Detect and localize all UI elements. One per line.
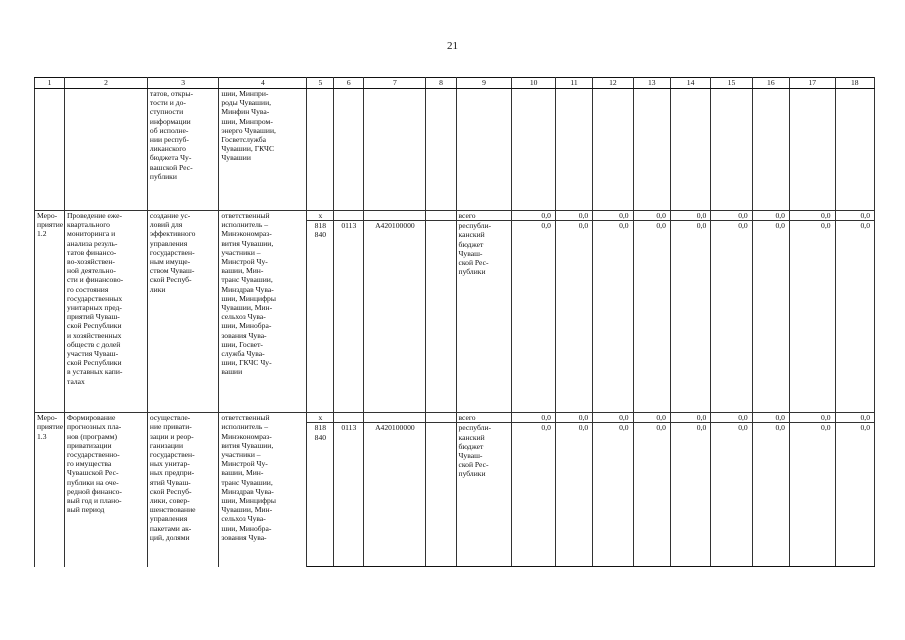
target-article-cell: А420100000	[364, 221, 426, 413]
value-cell: 0,0	[752, 423, 789, 567]
value-cell: 0,0	[670, 423, 710, 567]
value-cell: 0,0	[711, 423, 752, 567]
continuation-result-cell: татов, откры- тости и до- ступности информации об исполне- нии респуб- ликанского бюджета Чу- вашской Рес- публики	[147, 89, 218, 211]
code-cell: 818 840	[307, 423, 334, 567]
value-cell: 0,0	[633, 211, 670, 221]
measure-description: Проведение еже- квартального мониторинга и анализа резуль- татов финансо- во-хозяйствен- ной деятельно- сти и финансово- го состояния государственных унитарных пред- приятий Чуваш- ской Республики и хозяйственных обществ с долей участия Чуваш- ской Республики в уставных капи- талах	[65, 211, 148, 413]
value-cell: 0,0	[593, 221, 633, 413]
column-number-8: 8	[426, 78, 456, 89]
measure-label: Меро- приятие 1.3	[35, 413, 65, 567]
value-cell: 0,0	[711, 413, 752, 423]
value-cell: 0,0	[835, 221, 874, 413]
section-cell: 0113	[334, 221, 364, 413]
value-cell: 0,0	[789, 423, 835, 567]
value-cell: 0,0	[512, 211, 556, 221]
value-cell: 0,0	[633, 221, 670, 413]
program-table	[34, 77, 875, 567]
source-cell: республи- канский бюджет Чуваш- ской Рес- публики	[456, 423, 512, 567]
value-cell: 0,0	[711, 221, 752, 413]
code-cell: x	[307, 211, 334, 221]
measure-executors: ответственный исполнитель – Минэкономраз- вития Чувашии, участники – Минстрой Чу- вашии, Мин- транс Чувашии, Минздрав Чува- шии, Минцифры Чувашии, Мин- сельхоз Чува- шии, Минобра- зования Чува-	[219, 413, 307, 567]
measure-description: Формирование прогнозных пла- нов (программ) приватизации государственно- го имущества Чувашской Рес- публики на оче- редной финансо- вый год и плано- вый период	[65, 413, 148, 567]
value-cell: 0,0	[555, 413, 592, 423]
value-cell: 0,0	[752, 221, 789, 413]
column-number-6: 6	[334, 78, 364, 89]
column-number-11: 11	[555, 78, 592, 89]
table-row-measure-1-2-total	[35, 211, 875, 221]
column-number-3: 3	[147, 78, 218, 89]
column-number-16: 16	[752, 78, 789, 89]
column-number-7: 7	[364, 78, 426, 89]
value-cell: 0,0	[555, 211, 592, 221]
value-cell: 0,0	[633, 423, 670, 567]
code-cell: 818 840	[307, 221, 334, 413]
column-number-2: 2	[65, 78, 148, 89]
column-number-13: 13	[633, 78, 670, 89]
measure-result: создание ус- ловий для эффективного управления государствен- ным имуще- ством Чуваш- ской Респуб- лики	[147, 211, 218, 413]
code-cell: x	[307, 413, 334, 423]
measure-result: осуществле- ние привати- зации и реор- ганизации государствен- ных унитар- ных предпри- ятий Чуваш- ской Респуб- лики, совер- шенствование управления пакетами ак- ций, долями	[147, 413, 218, 567]
value-cell: 0,0	[633, 413, 670, 423]
column-number-5: 5	[307, 78, 334, 89]
value-cell: 0,0	[835, 413, 874, 423]
value-cell: 0,0	[593, 413, 633, 423]
source-cell: всего	[456, 211, 512, 221]
table-row-measure-1-3-total	[35, 413, 875, 423]
value-cell: 0,0	[555, 221, 592, 413]
value-cell: 0,0	[512, 221, 556, 413]
measure-label: Меро- приятие 1.2	[35, 211, 65, 413]
value-cell: 0,0	[835, 423, 874, 567]
column-number-10: 10	[512, 78, 556, 89]
column-number-12: 12	[593, 78, 633, 89]
table-row-continuation	[35, 89, 875, 211]
value-cell: 0,0	[835, 211, 874, 221]
value-cell: 0,0	[789, 211, 835, 221]
column-number-14: 14	[670, 78, 710, 89]
value-cell: 0,0	[512, 423, 556, 567]
value-cell: 0,0	[670, 221, 710, 413]
source-cell: всего	[456, 413, 512, 423]
value-cell: 0,0	[711, 211, 752, 221]
value-cell: 0,0	[593, 211, 633, 221]
value-cell: 0,0	[670, 413, 710, 423]
source-cell: республи- канский бюджет Чуваш- ской Рес- публики	[456, 221, 512, 413]
value-cell: 0,0	[752, 413, 789, 423]
value-cell: 0,0	[789, 221, 835, 413]
value-cell: 0,0	[593, 423, 633, 567]
measure-executors: ответственный исполнитель – Минэкономраз- вития Чувашии, участники – Минстрой Чу- вашии, Мин- транс Чувашии, Минздрав Чува- шии, Минцифры Чувашии, Мин- сельхоз Чува- шии, Минобра- зования Чува- шии, Госвет- служба Чува- шии, ГКЧС Чу- вашии	[219, 211, 307, 413]
column-number-18: 18	[835, 78, 874, 89]
section-cell: 0113	[334, 423, 364, 567]
column-number-17: 17	[789, 78, 835, 89]
continuation-executors-cell: шии, Минпри- роды Чувашии, Минфин Чува- шии, Минпром- энерго Чувашии, Госветслужба Чувашии, ГКЧС Чувашии	[219, 89, 307, 211]
value-cell: 0,0	[752, 211, 789, 221]
value-cell: 0,0	[789, 413, 835, 423]
header-row	[35, 78, 875, 89]
column-number-4: 4	[219, 78, 307, 89]
column-number-9: 9	[456, 78, 512, 89]
column-number-1: 1	[35, 78, 65, 89]
value-cell: 0,0	[512, 413, 556, 423]
page-number: 21	[447, 40, 458, 52]
value-cell: 0,0	[555, 423, 592, 567]
target-article-cell: А420100000	[364, 423, 426, 567]
value-cell: 0,0	[670, 211, 710, 221]
column-number-15: 15	[711, 78, 752, 89]
